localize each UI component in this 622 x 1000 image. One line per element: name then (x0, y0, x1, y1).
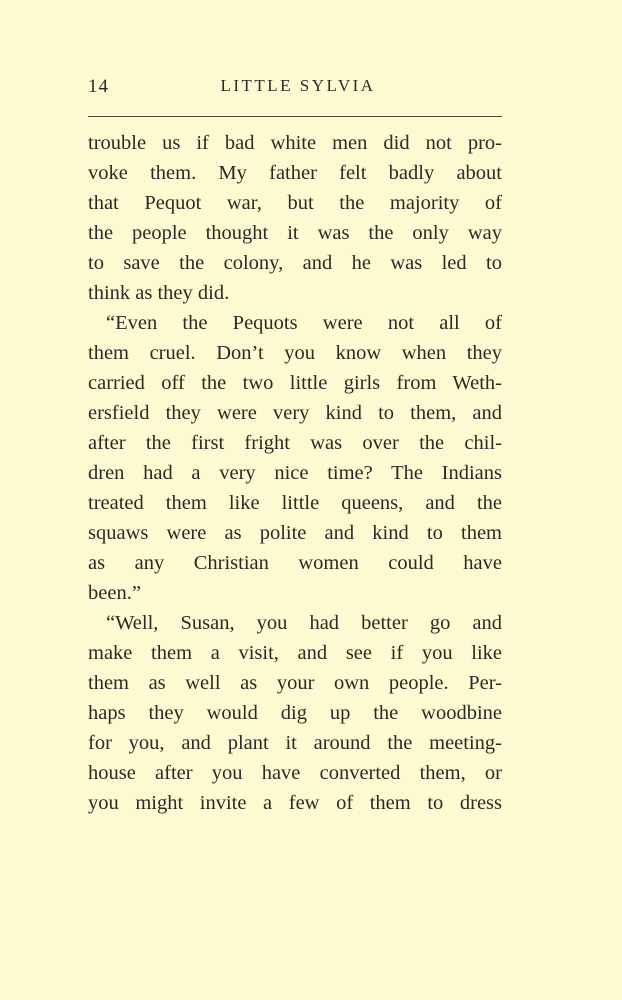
text-line: you might invite a few of them to dress (88, 792, 502, 814)
text-line: think as they did. (88, 282, 230, 304)
text-line: after the first fright was over the chil- (88, 432, 502, 454)
text-line: make them a visit, and see if you like (88, 642, 502, 664)
header-rule (88, 116, 502, 117)
text-line: “Even the Pequots were not all of (106, 312, 502, 334)
text-line: haps they would dig up the woodbine (88, 702, 502, 724)
running-header (88, 76, 502, 100)
text-line: “Well, Susan, you had better go and (106, 612, 502, 634)
text-line: that Pequot war, but the majority of (88, 192, 502, 214)
text-line: them cruel. Don’t you know when they (88, 342, 502, 364)
text-line: the people thought it was the only way (88, 222, 502, 244)
text-line: dren had a very nice time? The Indians (88, 462, 502, 484)
text-line: carried off the two little girls from Weth- (88, 372, 502, 394)
text-line: for you, and plant it around the meeting- (88, 732, 502, 754)
running-title: LITTLE SYLVIA (220, 76, 376, 95)
text-line: ersfield they were very kind to them, and (88, 402, 502, 424)
text-line: been.” (88, 582, 141, 604)
text-line: squaws were as polite and kind to them (88, 522, 502, 544)
text-line: as any Christian women could have (88, 552, 502, 574)
text-line: voke them. My father felt badly about (88, 162, 502, 184)
text-line: them as well as your own people. Per- (88, 672, 502, 694)
text-line: house after you have converted them, or (88, 762, 502, 784)
text-line: treated them like little queens, and the (88, 492, 502, 514)
text-line: to save the colony, and he was led to (88, 252, 502, 274)
text-line: trouble us if bad white men did not pro- (88, 132, 502, 154)
body-text (88, 128, 502, 818)
page-number: 14 (88, 76, 109, 97)
